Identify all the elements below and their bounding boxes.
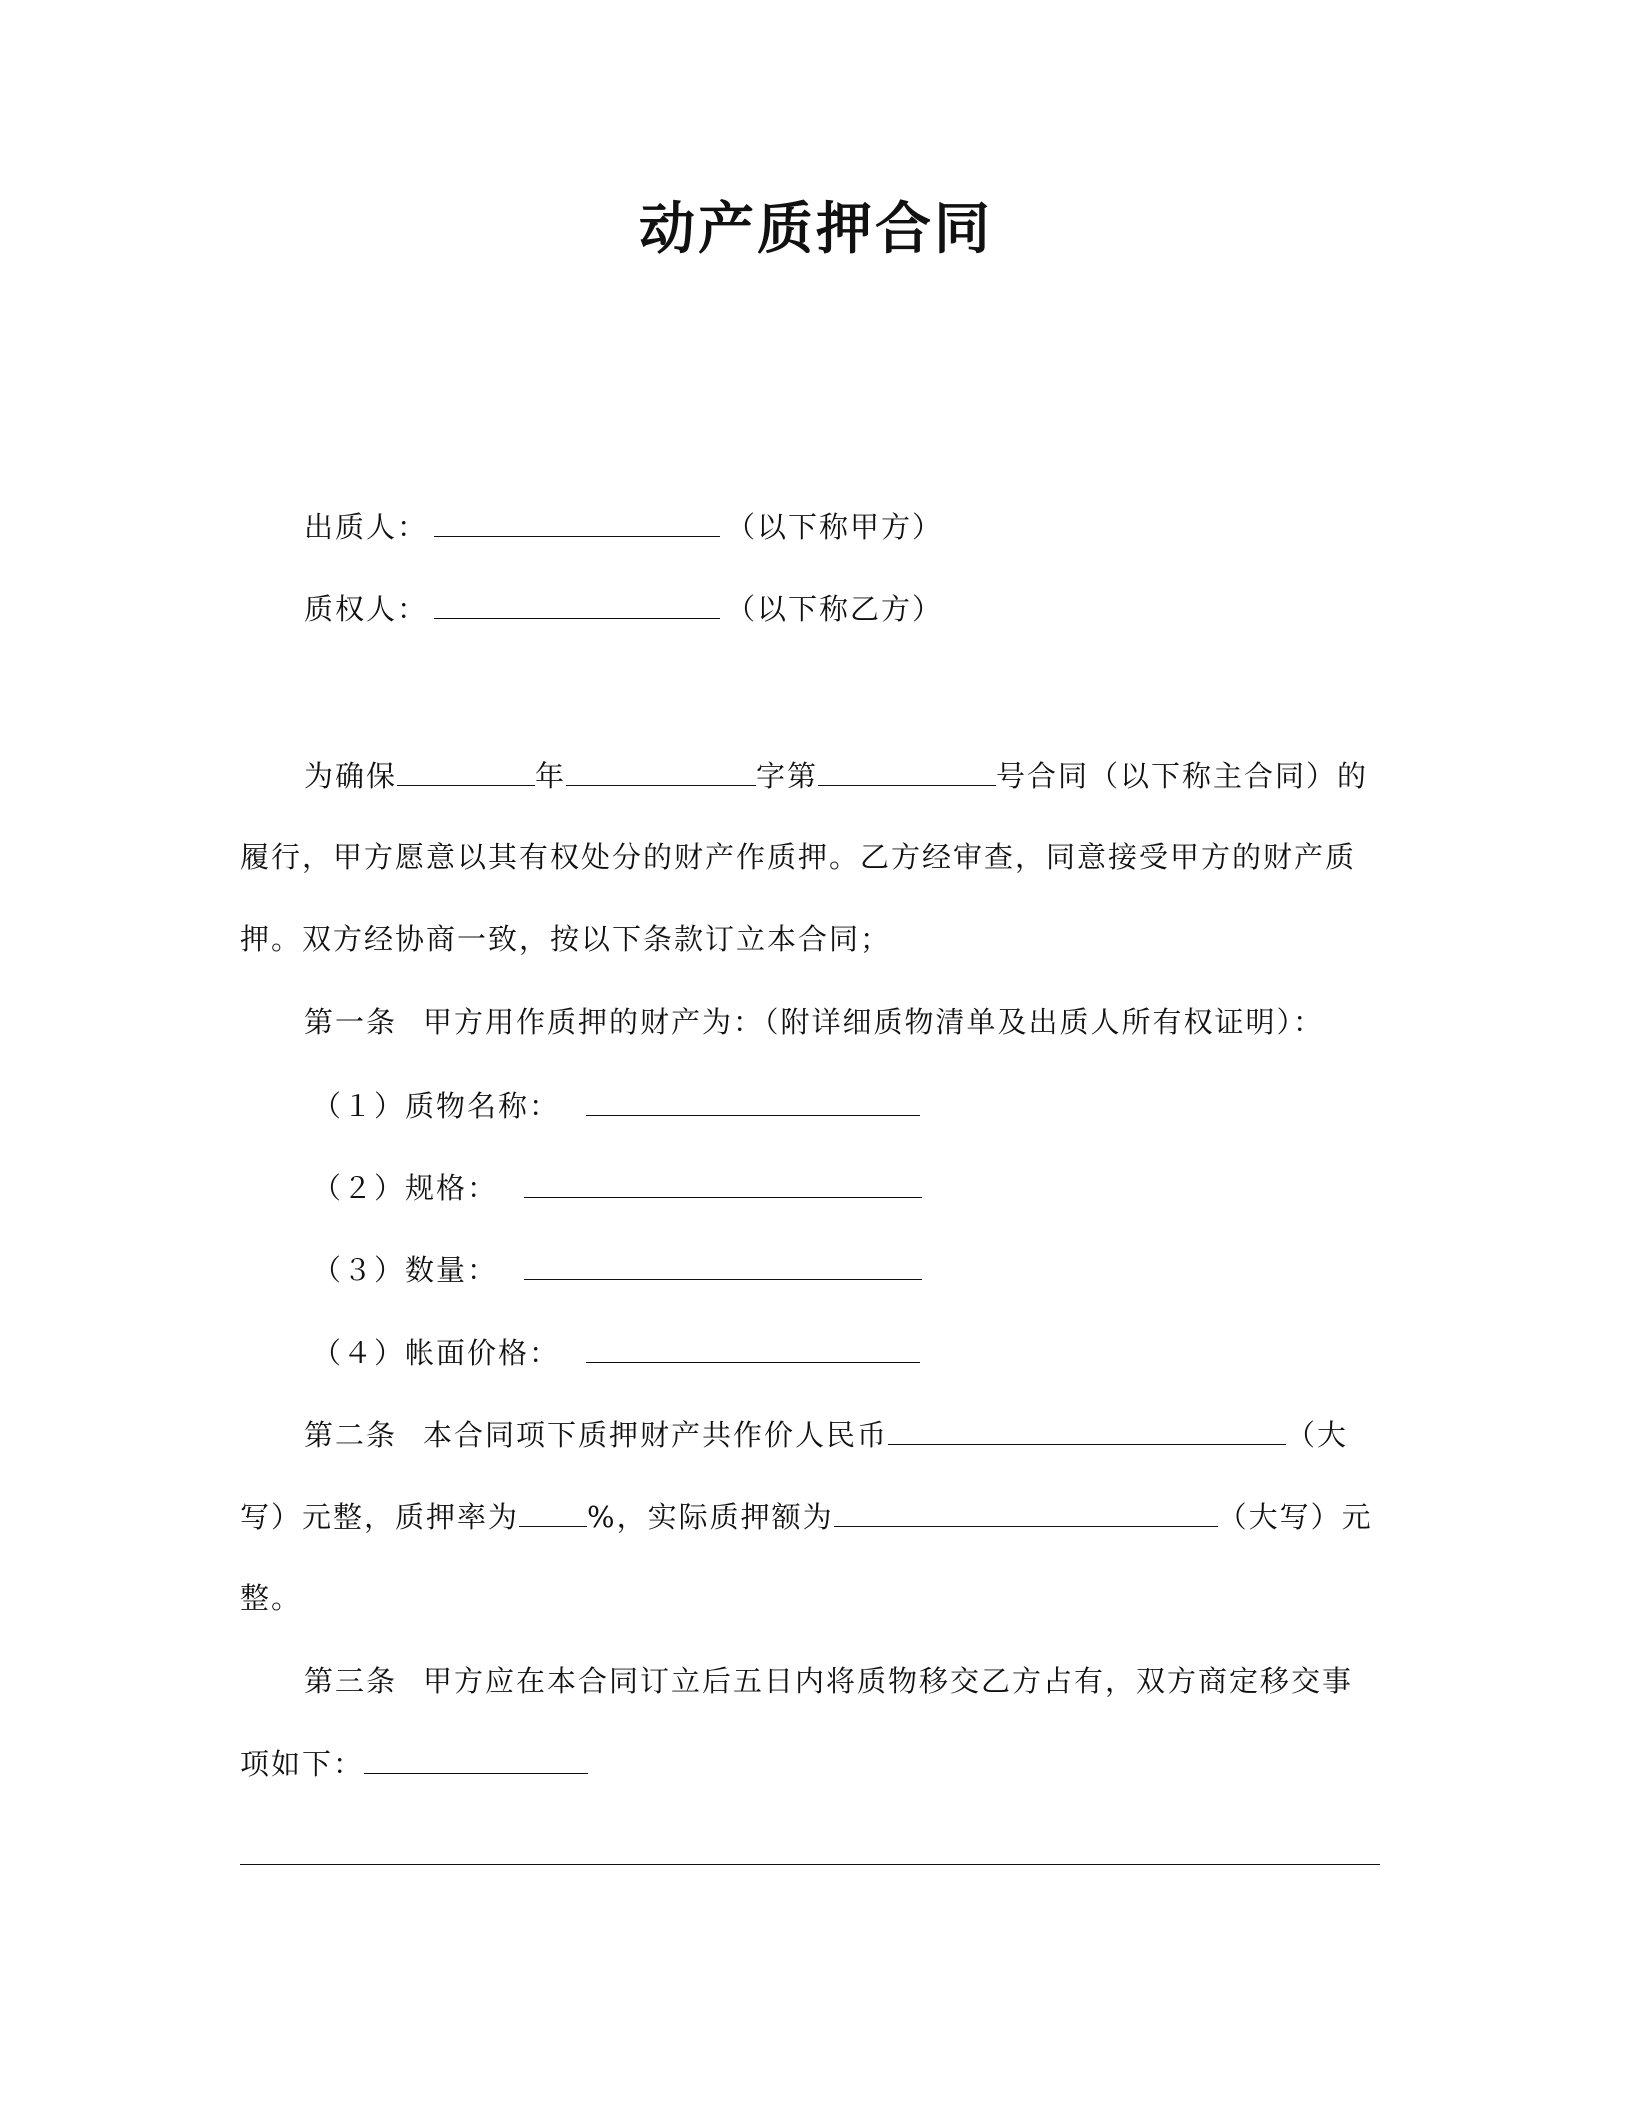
contract-number-blank[interactable] <box>818 755 996 786</box>
transfer-matters-rule[interactable] <box>240 1864 1380 1865</box>
pledge-rate-blank[interactable] <box>519 1496 587 1527</box>
article-1-heading: 第一条 <box>304 1005 398 1039</box>
contract-word-blank[interactable] <box>566 755 756 786</box>
preamble-text-b: 年 <box>535 759 567 793</box>
article-2-line-2 <box>240 1496 1380 1537</box>
item-name-blank[interactable] <box>586 1085 920 1116</box>
item-line <box>312 1332 1380 1373</box>
pledgor-blank[interactable] <box>434 506 720 537</box>
pledgee-label: 质权人： <box>304 592 429 626</box>
item-label-spec: （２）规格： <box>312 1171 499 1205</box>
preamble-line-1 <box>304 755 1380 796</box>
article-3-text-b: 项如下： <box>240 1747 365 1781</box>
article-2-text-d: %，实际质押额为 <box>587 1500 834 1534</box>
article-2-heading: 第二条 <box>304 1418 398 1452</box>
item-spec-blank[interactable] <box>524 1167 922 1198</box>
actual-pledge-amount-blank[interactable] <box>834 1496 1218 1527</box>
item-book-value-blank[interactable] <box>586 1332 920 1363</box>
item-quantity-blank[interactable] <box>524 1249 922 1280</box>
article-3-heading: 第三条 <box>304 1664 398 1698</box>
article-2-text-a: 本合同项下质押财产共作价人民币 <box>423 1418 889 1452</box>
item-line <box>312 1167 1380 1208</box>
pledgee-suffix: （以下称乙方） <box>726 592 944 626</box>
pledgee-line <box>304 588 1380 629</box>
contract-year-blank[interactable] <box>397 755 535 786</box>
article-1-line <box>304 1002 1380 1042</box>
article-2-line-1 <box>304 1414 1380 1455</box>
item-line <box>312 1249 1380 1290</box>
article-2-text-b: （大 <box>1286 1418 1349 1452</box>
transfer-matters-blank[interactable] <box>364 1743 588 1774</box>
article-3-line-2 <box>240 1743 1380 1784</box>
preamble-text-c: 字第 <box>756 759 819 793</box>
item-label-name: （１）质物名称： <box>312 1089 561 1123</box>
article-3-line-1 <box>304 1661 1380 1701</box>
page-title: 动产质押合同 <box>639 197 993 262</box>
preamble-text-d: 号合同（以下称主合同）的 <box>996 759 1369 793</box>
pledgor-suffix: （以下称甲方） <box>726 510 944 544</box>
pledgor-line <box>304 506 1380 547</box>
valuation-amount-blank[interactable] <box>888 1414 1286 1445</box>
preamble-line-3: 押。双方经协商一致，按以下条款订立本合同； <box>240 922 892 956</box>
article-1-text: 甲方用作质押的财产为：（附详细质物清单及出质人所有权证明）： <box>423 1005 1325 1039</box>
item-label-quantity: （３）数量： <box>312 1253 499 1287</box>
item-line <box>312 1085 1380 1126</box>
article-2-line-3: 整。 <box>240 1581 303 1615</box>
article-2-text-e: （大写）元 <box>1217 1500 1373 1534</box>
item-label-book-value: （４）帐面价格： <box>312 1336 561 1370</box>
preamble-line-2: 履行，甲方愿意以其有权处分的财产作质押。乙方经审查，同意接受甲方的财产质 <box>240 840 1357 874</box>
article-2-text-c: 写）元整，质押率为 <box>240 1500 520 1534</box>
pledgee-blank[interactable] <box>434 588 720 619</box>
pledgor-label: 出质人： <box>304 510 429 544</box>
article-3-text: 甲方应在本合同订立后五日内将质物移交乙方占有，双方商定移交事 <box>423 1664 1354 1698</box>
preamble-text-a: 为确保 <box>304 759 398 793</box>
